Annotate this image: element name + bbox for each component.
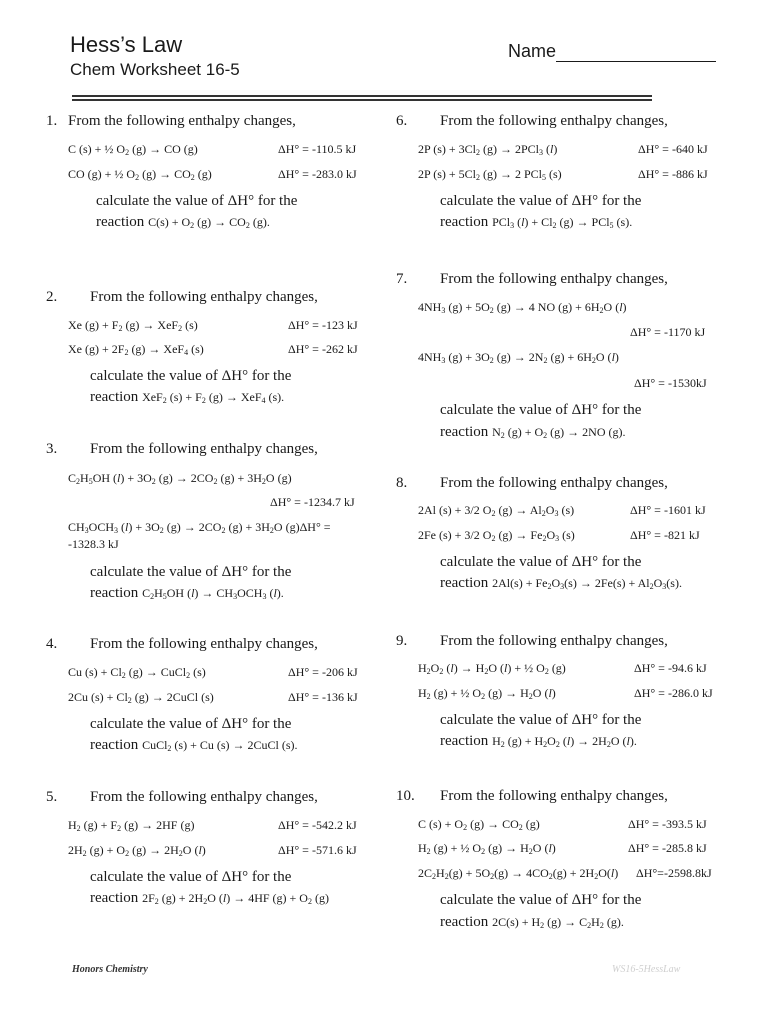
given-reaction-1: 2P $(s) + 3Cl_2$ (g) → 2PCl$_3$ (l) [418,142,558,157]
worksheet-title: Hess’s Law [70,32,183,57]
given-reaction-1: $H_2O_2$ $(l) \to H_2O$ (l) + ½ $O_2$ (g) [418,661,566,676]
footer-course: Honors Chemistry [72,964,148,975]
problem-number: 2. [46,289,58,305]
problem-intro: From the following enthalpy changes, [68,113,296,129]
enthalpy-value-2: ΔH° = -136 kJ [288,690,358,704]
problem-intro: From the following enthalpy changes, [440,633,668,649]
problem-number: 3. [46,441,58,457]
target-reaction: reaction CuCl$_2$ (s) + Cu (s) → 2CuCl (s). [90,737,298,753]
name-label: Name [508,41,557,61]
enthalpy-value-1: ΔH° = -110.5 kJ [278,142,357,156]
given-reaction-2: 2Cu $(s) + Cl_2$ (g) → 2CuCl (s) [68,690,214,705]
given-reaction-1: $C_2H_5OH$ $(l) + 3O_2$ $(g) \to 2CO_2$ $(g) + 3H_2O$ (g) [68,471,292,486]
enthalpy-value-2: ΔH° = -571.6 kJ [278,843,357,857]
problem-number: 8. [396,475,408,491]
target-reaction: reaction $N_2$ $(g) + O_2$ (g) → 2NO (g). [440,424,626,440]
header-rule-bottom [72,99,652,101]
calc-instruction: calculate the value of ΔH° for the [90,564,292,580]
problem-number: 7. [396,271,408,287]
given-reaction-1: $H_2$ $(g) + F_2$ (g) → 2HF (g) [68,818,195,833]
enthalpy-value-2: ΔH° = -286.0 kJ [634,686,713,700]
enthalpy-value-2: ΔH° = -285.8 kJ [628,841,707,855]
calc-instruction: calculate the value of ΔH° for the [440,193,642,209]
enthalpy-value-1: ΔH° = -1170 kJ [630,325,706,339]
given-reaction-2: $H_2$ (g) + ½ $O_2$ $(g) \to H_2O$ (l) [418,686,556,701]
problem-intro: From the following enthalpy changes, [90,289,318,305]
header-rule-top [72,95,652,97]
enthalpy-value-1: ΔH° = -1601 kJ [630,503,706,517]
problem-number: 5. [46,789,58,805]
enthalpy-value-1: ΔH° = -94.6 kJ [634,661,707,675]
given-reaction-2: $CH_3OCH_3$ $(l) + 3O_2$ $(g) \to 2CO_2$ $(g) + 3H_2O$ (g)ΔH° = [68,520,331,535]
target-reaction: reaction $C(s) + O_2$ $(g) \to CO_2$ (g). [96,214,270,230]
enthalpy-value-2: -1328.3 kJ [68,537,119,551]
problem-intro: From the following enthalpy changes, [440,271,668,287]
given-reaction-1: 2Al (s) + 3/2 $O_2$ $(g) \to Al_2O_3$ (s) [418,503,575,518]
worksheet-subtitle: Chem Worksheet 16-5 [70,60,240,79]
target-reaction: reaction $C_2H_5OH$ $(l) \to CH_3OCH_3$ (l). [90,585,284,601]
given-reaction-2: 2Fe (s) + 3/2 $O_2$ $(g) \to Fe_2O_3$ (s) [418,528,575,543]
problem-number: 4. [46,636,58,652]
enthalpy-value-1: ΔH° = -542.2 kJ [278,818,357,832]
calc-instruction: calculate the value of ΔH° for the [440,712,642,728]
problem-intro: From the following enthalpy changes, [440,788,668,804]
name-field-line[interactable] [556,61,716,62]
given-reaction-2: $2H_2$ $(g) + O_2$ $(g) \to 2H_2O$ (l) [68,843,206,858]
given-reaction-1: Xe $(g) + F_2$ (g) → XeF$_2$ (s) [68,318,198,333]
problem-intro: From the following enthalpy changes, [90,636,318,652]
enthalpy-value-2: ΔH° = -821 kJ [630,528,700,542]
given-reaction-1: Cu $(s) + Cl_2$ (g) → CuCl$_2$ (s) [68,665,206,680]
target-reaction: reaction $2Al(s) + Fe_2O_3(s) \to 2Fe(s) + Al_2O_3(s)$. [440,575,682,591]
given-reaction-1: C $(s) + O_2$ $(g) \to CO_2$ (g) [418,817,540,832]
calc-instruction: calculate the value of ΔH° for the [90,716,292,732]
problem-intro: From the following enthalpy changes, [90,441,318,457]
given-reaction-3: $2C_2H_2(g) + 5O_2(g) \to 4CO_2(g) + 2H_2O(l)$ [418,866,619,881]
enthalpy-value-1: ΔH° = -1234.7 kJ [270,495,355,509]
calc-instruction: calculate the value of ΔH° for the [440,402,642,418]
target-reaction: reaction $2C(s) + H_2$ $(g) \to C_2H_2$ (g). [440,914,624,930]
calc-instruction: calculate the value of ΔH° for the [90,368,292,384]
target-reaction: reaction XeF$_2$ $(s) + F_2$ (g) → XeF$_4$ (s). [90,389,285,405]
given-reaction-1: C (s) + ½ $O_2$ (g) → CO (g) [68,142,198,157]
problem-intro: From the following enthalpy changes, [440,113,668,129]
problem-number: 1. [46,113,58,129]
enthalpy-value-1: ΔH° = -206 kJ [288,665,358,679]
problem-intro: From the following enthalpy changes, [440,475,668,491]
calc-instruction: calculate the value of ΔH° for the [440,892,642,908]
problem-number: 6. [396,113,408,129]
enthalpy-value-3: ΔH°=-2598.8kJ [636,866,712,880]
given-reaction-2: Xe $(g) + 2F_2$ (g) → XeF$_4$ (s) [68,342,204,357]
calc-instruction: calculate the value of ΔH° for the [96,193,298,209]
problem-number: 9. [396,633,408,649]
calc-instruction: calculate the value of ΔH° for the [440,554,642,570]
footer-doc-id: WS16-5HessLaw [612,964,681,975]
given-reaction-1: $4NH_3$ $(g) + 5O_2$ (g) → 4 NO $(g) + 6H_2O$ (l) [418,300,627,315]
given-reaction-2: $H_2$ (g) + ½ $O_2$ $(g) \to H_2O$ (l) [418,841,556,856]
given-reaction-2: CO (g) + ½ $O_2$ $(g) \to CO_2$ (g) [68,167,212,182]
target-reaction: reaction PCl$_3$ $(l) + Cl_2$ (g) → PCl$_5$ (s). [440,214,633,230]
enthalpy-value-1: ΔH° = -640 kJ [638,142,708,156]
problem-intro: From the following enthalpy changes, [90,789,318,805]
enthalpy-value-2: ΔH° = -886 kJ [638,167,708,181]
enthalpy-value-2: ΔH° = -283.0 kJ [278,167,357,181]
given-reaction-2: $4NH_3$ $(g) + 3O_2$ $(g) \to 2N_2$ $(g) + 6H_2O$ (l) [418,350,619,365]
enthalpy-value-2: ΔH° = -1530kJ [634,376,707,390]
problem-number: 10. [396,788,415,804]
calc-instruction: calculate the value of ΔH° for the [90,869,292,885]
given-reaction-2: 2P $(s) + 5Cl_2$ (g) → 2 PCl$_5$ (s) [418,167,562,182]
target-reaction: reaction $H_2$ $(g) + H_2O_2$ $(l) \to 2H_2O$ (l). [440,733,637,749]
target-reaction: reaction $2F_2$ $(g) + 2H_2O$ (l) → 4HF $(g) + O_2$ (g) [90,890,329,906]
enthalpy-value-2: ΔH° = -262 kJ [288,342,358,356]
enthalpy-value-1: ΔH° = -123 kJ [288,318,358,332]
enthalpy-value-1: ΔH° = -393.5 kJ [628,817,707,831]
